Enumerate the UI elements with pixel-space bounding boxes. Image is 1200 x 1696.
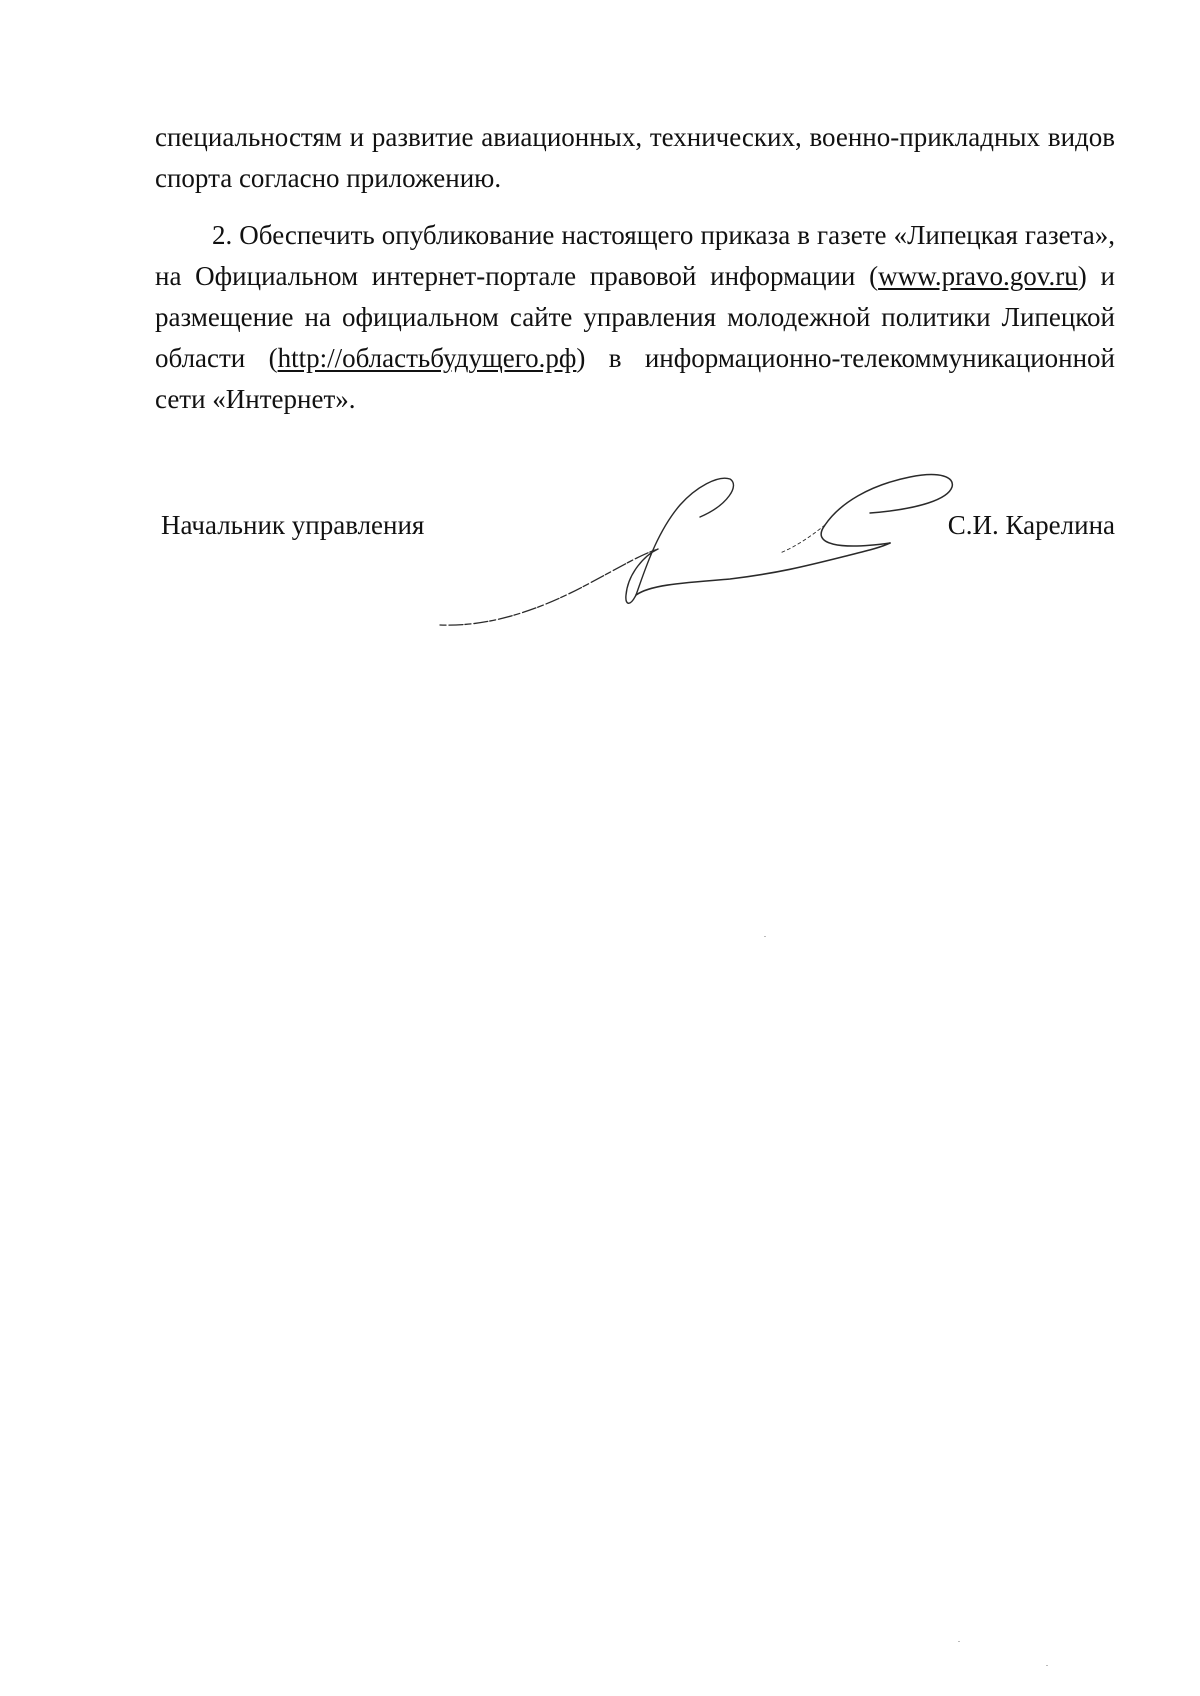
position-title: Начальник управления	[161, 510, 425, 540]
scan-speck	[958, 1641, 960, 1642]
paragraph-2-part-1: 2. Обеспечить опубликование настоящего приказа в газете «Липецкая газета», на Официальном интернет-портале правовой информации (	[155, 220, 1115, 291]
paragraph-2-part-2: ) и размещение на официальном сайте управления молодежной политики Липецкой области (	[155, 261, 1115, 373]
paragraph-1-text: специальностям и развитие авиационных, технических, военно-прикладных видов спорта согласно приложению.	[155, 122, 1115, 193]
scan-speck	[764, 936, 766, 937]
signer-name: С.И. Карелина	[947, 510, 1115, 540]
oblast-budushchego-link[interactable]: http://областьбудущего.рф	[277, 343, 577, 373]
paragraph-2	[155, 215, 1115, 420]
handwritten-signature	[430, 455, 990, 640]
scan-speck	[1046, 1665, 1048, 1666]
pravo-gov-link[interactable]: www.pravo.gov.ru	[878, 261, 1078, 291]
paragraph-2-part-3: ) в информационно-телекоммуникационной сети «Интернет».	[155, 343, 1115, 414]
paragraph-1	[155, 117, 1115, 199]
